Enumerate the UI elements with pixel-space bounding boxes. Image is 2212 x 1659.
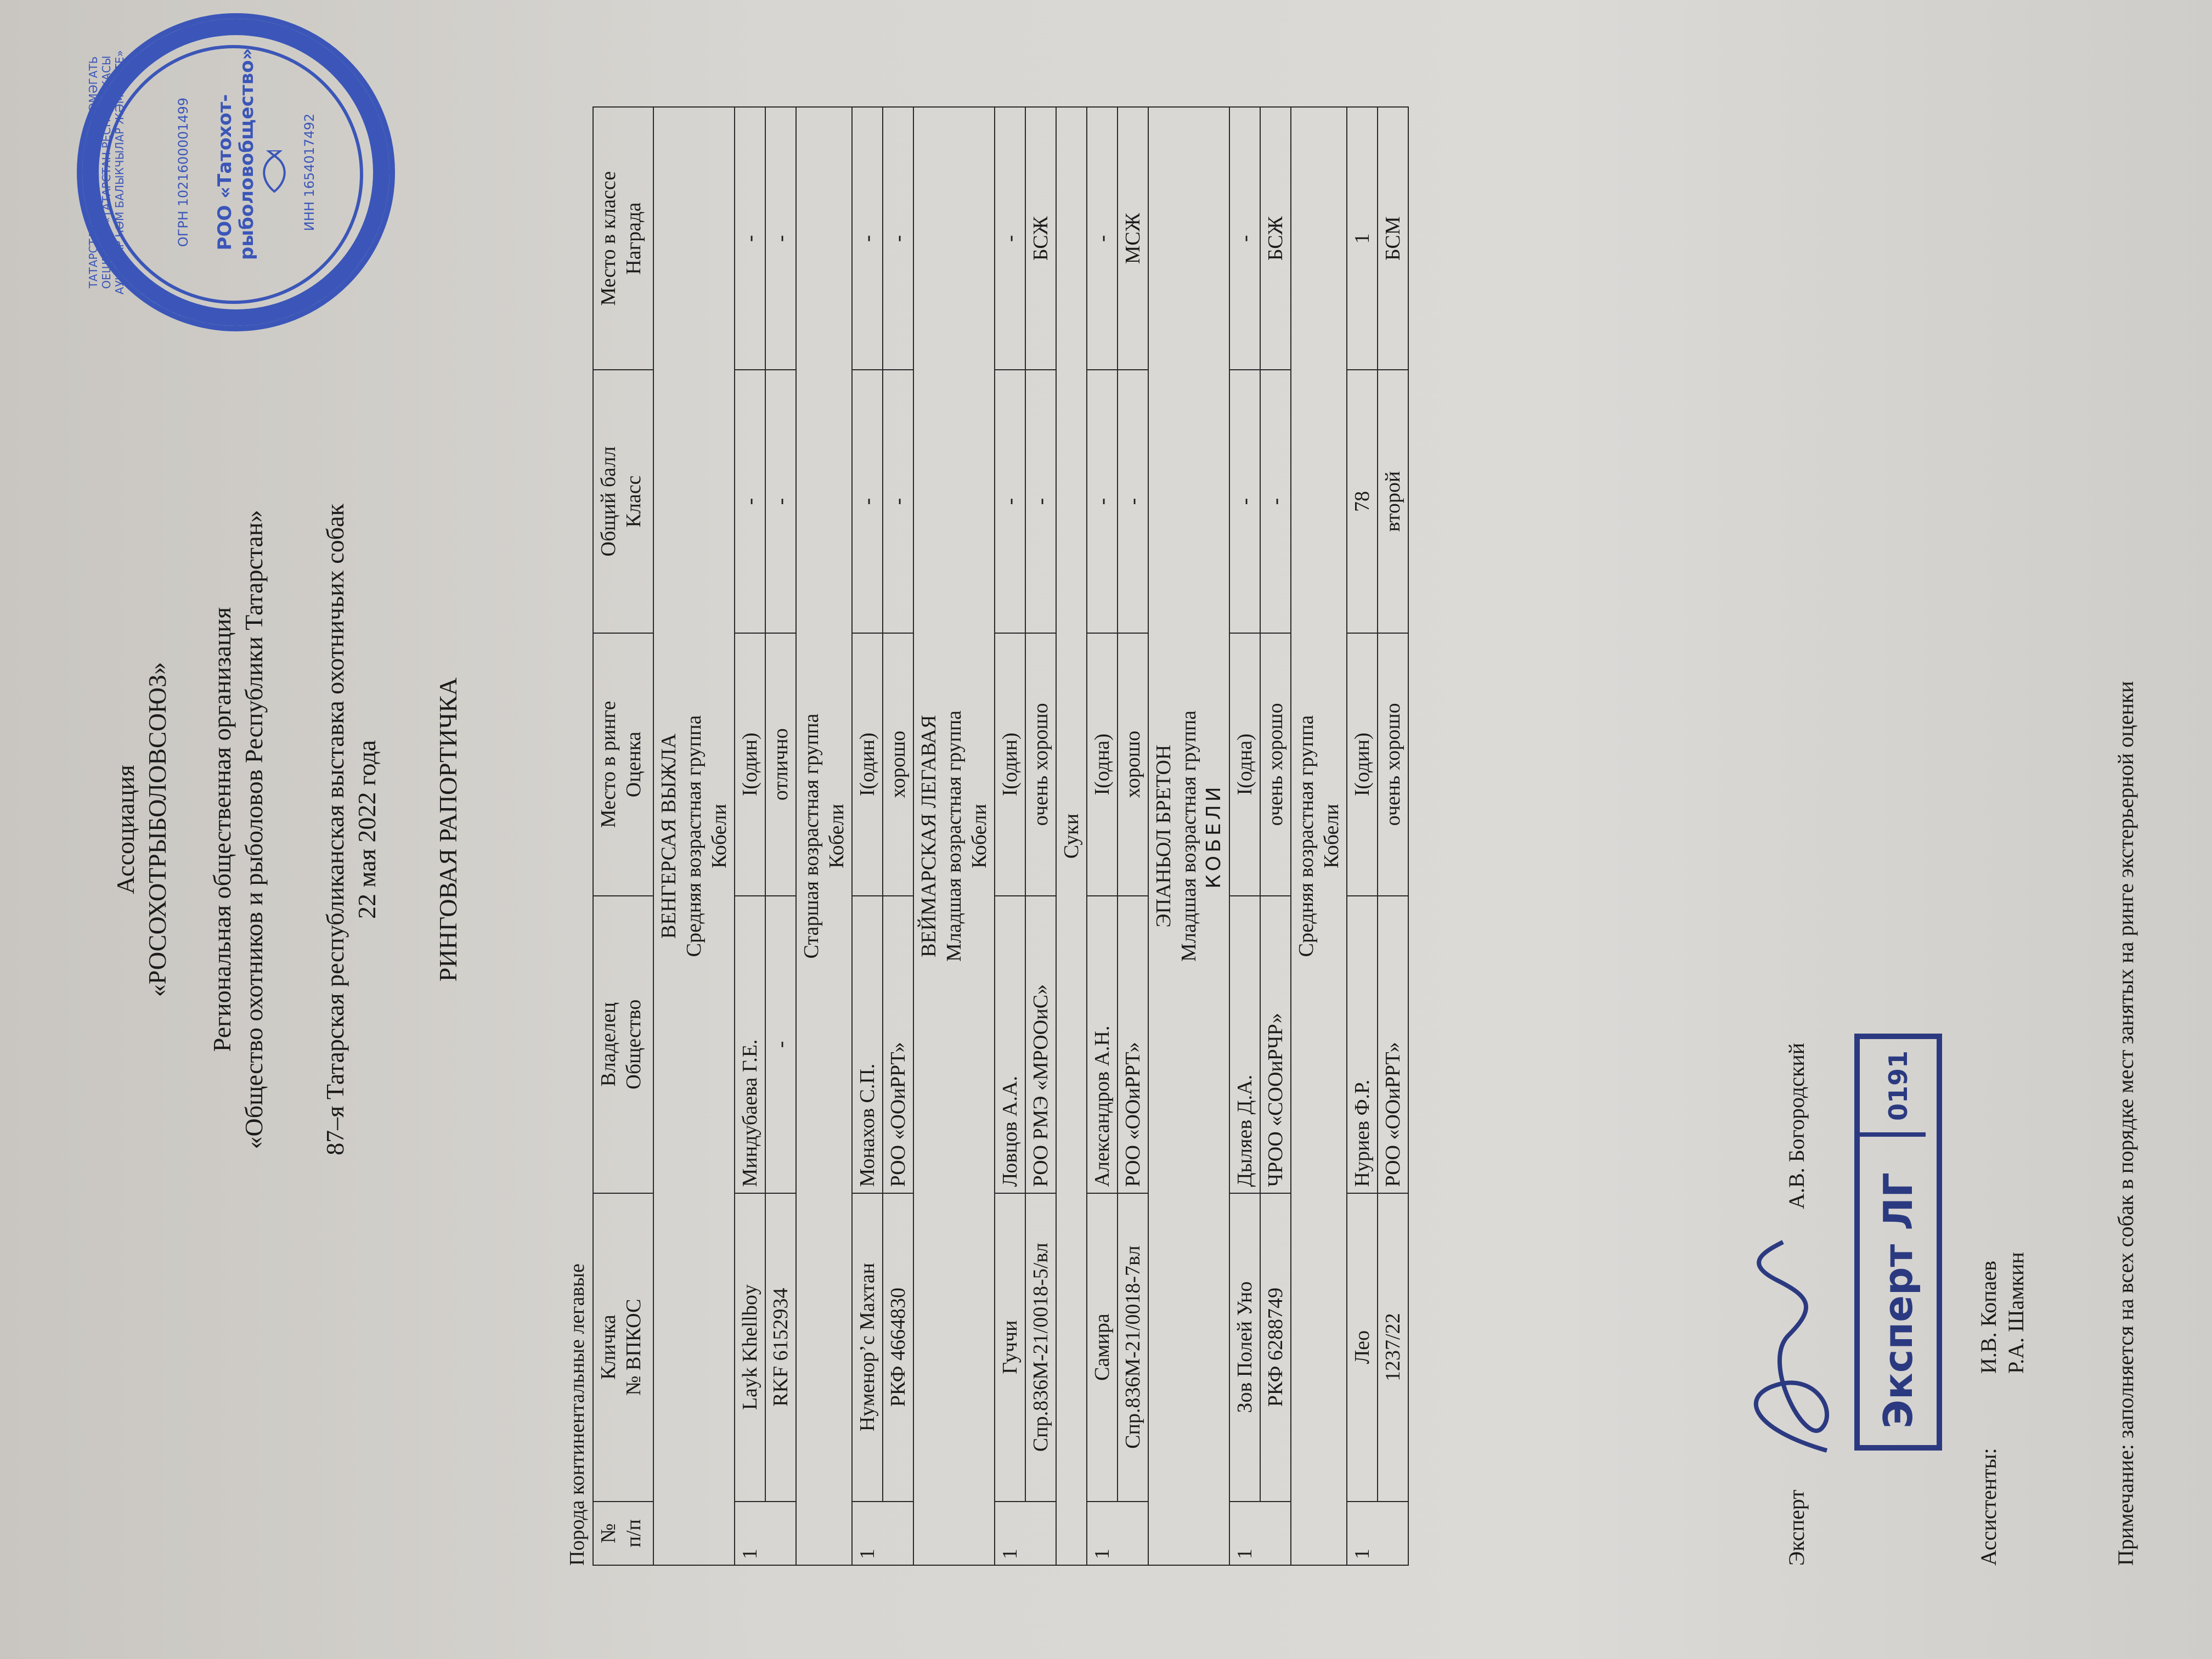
row-num: 1 bbox=[995, 1502, 1056, 1565]
class-place: - bbox=[1229, 107, 1260, 370]
award: БСЖ bbox=[1025, 107, 1056, 370]
class: - bbox=[1118, 370, 1148, 633]
expert-label: Эксперт bbox=[1784, 1489, 1809, 1566]
header-line-association: Ассоциация bbox=[111, 765, 139, 894]
section-breed-title: ВЕНГЕРСАЯ ВЫЖЛА bbox=[657, 733, 680, 939]
table-row bbox=[1378, 107, 1408, 1565]
header-line-date: 22 мая 2022 года bbox=[353, 740, 381, 919]
header-line-exhibition: 87–я Татарская республиканская выставка охотничьих собак bbox=[321, 504, 349, 1155]
col-score-label: Общий балл bbox=[597, 446, 620, 557]
section-females bbox=[1056, 107, 1087, 1565]
table-row bbox=[1025, 107, 1056, 1565]
round-seal bbox=[77, 13, 395, 331]
section-weimaraner bbox=[913, 107, 995, 1565]
grade: очень хорошо bbox=[1260, 633, 1291, 896]
section-hungarian-vizsla bbox=[653, 107, 735, 1565]
section-sex: Кобели bbox=[968, 804, 991, 868]
header-line-org: Региональная общественная организация bbox=[208, 607, 236, 1052]
section-sex: Кобели bbox=[825, 804, 848, 868]
score: - bbox=[1087, 370, 1118, 633]
section-age-group: Младшая возрастная группа bbox=[1177, 710, 1200, 962]
class-place: - bbox=[852, 107, 883, 370]
col-name-label: Кличка bbox=[597, 1314, 620, 1380]
expert-stamp-number: 0191 bbox=[1860, 1039, 1926, 1137]
dog-name: Зов Полей Уно bbox=[1229, 1193, 1260, 1502]
owner: Нуриев Ф.Р. bbox=[1347, 896, 1378, 1193]
ring-report-table bbox=[592, 106, 1409, 1566]
table-row bbox=[995, 107, 1025, 1565]
society: РОО «ООиРРТ» bbox=[1378, 896, 1408, 1193]
col-owner-sub: Общество bbox=[622, 999, 645, 1090]
ring-place: I(одна) bbox=[1087, 633, 1118, 896]
section-sex: Кобели bbox=[1320, 804, 1343, 868]
section-age-group: Средняя возрастная группа bbox=[1295, 715, 1318, 957]
owner: Монахов С.П. bbox=[852, 896, 883, 1193]
owner: Александров А.Н. bbox=[1087, 896, 1118, 1193]
table-row bbox=[1118, 107, 1148, 1565]
class-place: 1 bbox=[1347, 107, 1378, 370]
col-ring-sub: Оценка bbox=[622, 731, 645, 798]
owner: Ловцов А.А. bbox=[995, 896, 1025, 1193]
grade: отлично bbox=[765, 633, 796, 896]
page-title: РИНГОВАЯ РАПОРТИЧКА bbox=[434, 677, 462, 982]
section-age-group: Старшая возрастная группа bbox=[800, 713, 823, 959]
header-line-union: «РОСОХОТРЫБОЛОВСОЮЗ» bbox=[143, 662, 171, 997]
class: второй bbox=[1378, 370, 1408, 633]
row-num: 1 bbox=[1229, 1502, 1291, 1565]
row-num: 1 bbox=[735, 1502, 796, 1565]
assistant-1: И.В. Копаев bbox=[1976, 1260, 2001, 1374]
col-num-sub: п/п bbox=[622, 1519, 645, 1548]
class: - bbox=[765, 370, 796, 633]
award: БСМ bbox=[1378, 107, 1408, 370]
society: РОО «ООиРРТ» bbox=[883, 896, 913, 1193]
col-score-sub: Класс bbox=[622, 475, 645, 528]
class: - bbox=[1025, 370, 1056, 633]
section-breed-title: ЭПАНЬОЛ БРЕТОН bbox=[1152, 744, 1175, 928]
class: - bbox=[1260, 370, 1291, 633]
ring-place: I(один) bbox=[1347, 633, 1378, 896]
footer-note: Примечание: заполняется на всех собак в порядке мест занятых на ринге экстерьерной оценки bbox=[2113, 681, 2138, 1566]
section-sex: Кобели bbox=[708, 804, 731, 868]
class: - bbox=[883, 370, 913, 633]
row-num: 1 bbox=[1087, 1502, 1148, 1565]
table-row bbox=[765, 107, 796, 1565]
col-place-label: Место в классе bbox=[597, 171, 620, 306]
ring-place: I(один) bbox=[852, 633, 883, 896]
fish-icon bbox=[258, 150, 291, 194]
assistant-2: Р.А. Шамкин bbox=[2004, 1252, 2028, 1374]
round-seal-ogrn: ОГРН 1021600001499 bbox=[176, 97, 191, 247]
table-row bbox=[735, 107, 765, 1565]
assistants-label: Ассистенты: bbox=[1976, 1448, 2001, 1566]
table-row bbox=[1087, 107, 1118, 1565]
dog-name: Нуменор’с Махтан bbox=[852, 1193, 883, 1502]
section-age-group: Младшая возрастная группа bbox=[943, 710, 966, 962]
society: РОО РМЭ «МРООиС» bbox=[1025, 896, 1056, 1193]
section-epagneul-breton bbox=[1148, 107, 1229, 1565]
society: - bbox=[765, 896, 796, 1193]
registry-number: 1237/22 bbox=[1378, 1193, 1408, 1502]
ring-place: I(один) bbox=[995, 633, 1025, 896]
round-seal-inn: ИНН 1654017492 bbox=[302, 113, 317, 232]
class-place: - bbox=[1087, 107, 1118, 370]
registry-number: RKF 6152934 bbox=[765, 1193, 796, 1502]
expert-stamp bbox=[1854, 1034, 1942, 1451]
owner: Дыляев Д.А. bbox=[1229, 896, 1260, 1193]
section-senior-group bbox=[796, 107, 852, 1565]
section-sex: Суки bbox=[1060, 813, 1083, 859]
award: МСЖ bbox=[1118, 107, 1148, 370]
dog-name: Layk Khellboy bbox=[735, 1193, 765, 1502]
expert-stamp-text: Эксперт ЛГ bbox=[1875, 1172, 1921, 1429]
dog-name: Самира bbox=[1087, 1193, 1118, 1502]
table-row bbox=[883, 107, 913, 1565]
col-num-label: № bbox=[597, 1523, 620, 1544]
ring-place: I(одна) bbox=[1229, 633, 1260, 896]
row-num: 1 bbox=[852, 1502, 913, 1565]
section-middle-group bbox=[1291, 107, 1347, 1565]
section-breed-title: ВЕЙМАРСКАЯ ЛЕГАВАЯ bbox=[917, 715, 940, 957]
award: - bbox=[765, 107, 796, 370]
score: 78 bbox=[1347, 370, 1378, 633]
row-num: 1 bbox=[1347, 1502, 1408, 1565]
col-place-sub: Награда bbox=[622, 202, 645, 275]
section-age-group: Средняя возрастная группа bbox=[682, 715, 706, 957]
round-seal-outer-text: ТАТАРСТАН РЕСПУБЛИКАСЫ ҖӘМӘГАТЬ ОЕШМАСЫ «ТАТАРСТАН РЕСПУБЛИКАСЫ АУЧЫЛАР ҺӘМ БАЛЫКЧЫЛАР ЖӘМГЫЯТЕ» bbox=[87, 50, 126, 295]
table-row bbox=[1260, 107, 1291, 1565]
handwritten-sex-label: КОБЕЛИ bbox=[1203, 783, 1225, 889]
score: - bbox=[852, 370, 883, 633]
society: ЧРОО «СООиРЧР» bbox=[1260, 896, 1291, 1193]
table-row bbox=[852, 107, 883, 1565]
registry-number: РКФ 6288749 bbox=[1260, 1193, 1291, 1502]
table-row bbox=[1347, 107, 1378, 1565]
award: БСЖ bbox=[1260, 107, 1291, 370]
class-place: - bbox=[995, 107, 1025, 370]
ring-place: I(один) bbox=[735, 633, 765, 896]
table-row bbox=[1229, 107, 1260, 1565]
owner: Миндубаева Г.Е. bbox=[735, 896, 765, 1193]
col-ring-label: Место в ринге bbox=[597, 701, 620, 828]
breed-label: Порода континентальные легавые bbox=[566, 1263, 589, 1566]
score: - bbox=[995, 370, 1025, 633]
table-header-row bbox=[593, 107, 653, 1565]
col-name-sub: № ВПКОС bbox=[622, 1299, 645, 1396]
registry-number: РКФ 4664830 bbox=[883, 1193, 913, 1502]
grade: хорошо bbox=[1118, 633, 1148, 896]
col-owner-label: Владелец bbox=[597, 1002, 620, 1087]
grade: очень хорошо bbox=[1025, 633, 1056, 896]
expert-name: А.В. Богородский bbox=[1784, 1042, 1809, 1209]
grade: хорошо bbox=[883, 633, 913, 896]
grade: очень хорошо bbox=[1378, 633, 1408, 896]
registry-number: Спр.836М-21/0018-5/вл bbox=[1025, 1193, 1056, 1502]
score: - bbox=[735, 370, 765, 633]
score: - bbox=[1229, 370, 1260, 633]
registry-number: Спр.836М-21/0018-7вл bbox=[1118, 1193, 1148, 1502]
class-place: - bbox=[735, 107, 765, 370]
award: - bbox=[883, 107, 913, 370]
dog-name: Гуччи bbox=[995, 1193, 1025, 1502]
dog-name: Лео bbox=[1347, 1193, 1378, 1502]
expert-signature-icon bbox=[1728, 1231, 1849, 1462]
header-line-society: «Общество охотников и рыболовов Республики Татарстан» bbox=[240, 510, 268, 1149]
round-seal-org-name: РОО «Татохот-рыболовобщество» bbox=[214, 48, 258, 260]
society: РОО «ООиРРТ» bbox=[1118, 896, 1148, 1193]
